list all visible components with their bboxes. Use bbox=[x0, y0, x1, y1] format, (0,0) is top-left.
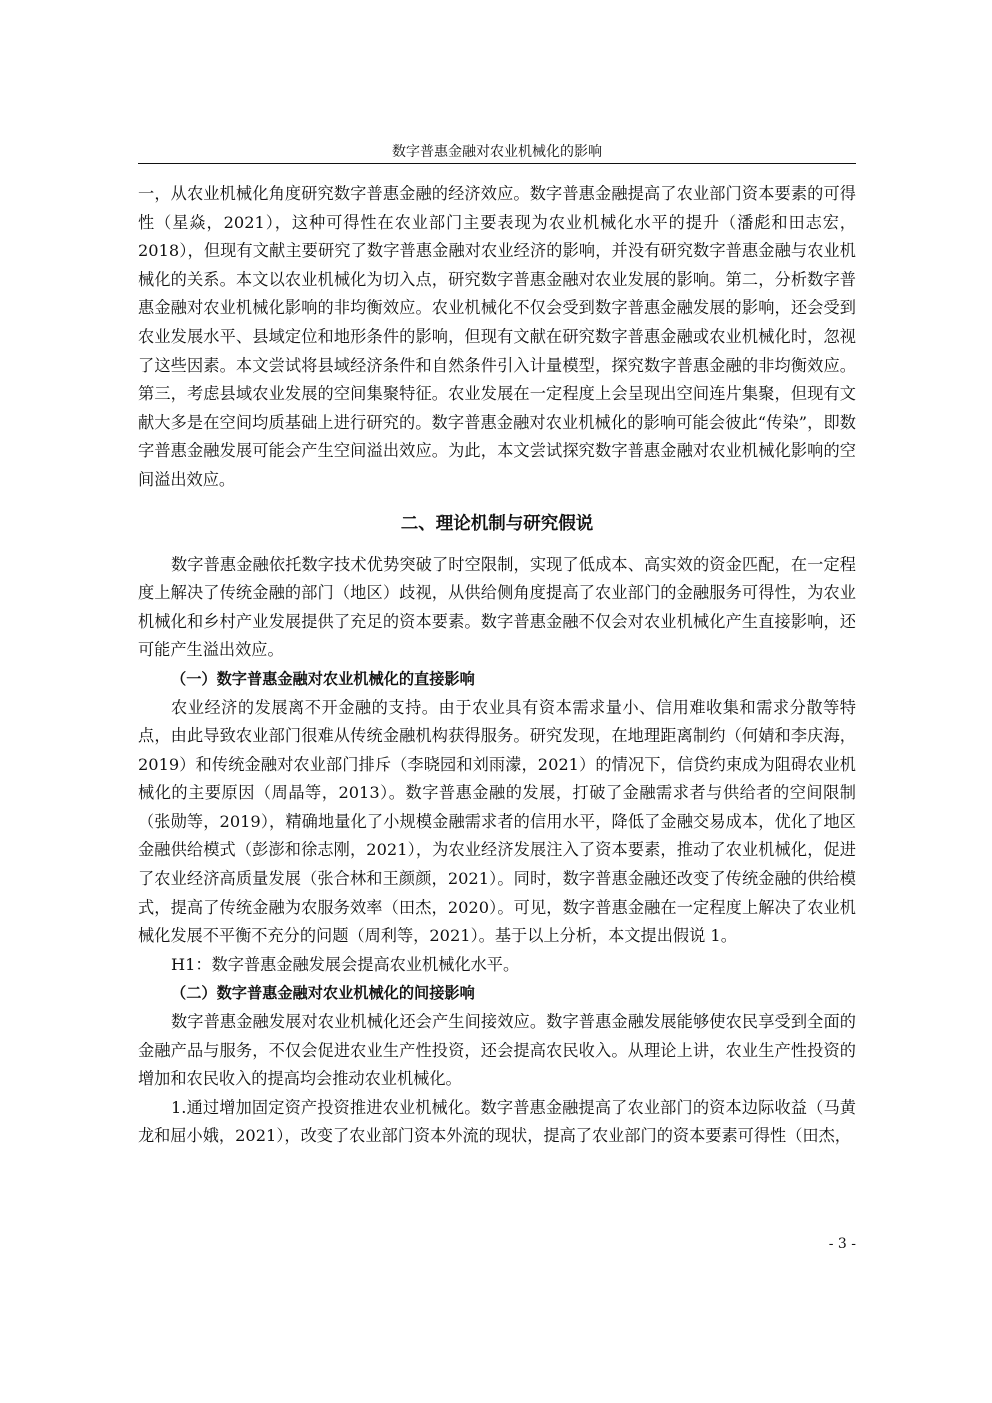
page-body bbox=[138, 180, 856, 1151]
running-header: 数字普惠金融对农业机械化的影响 bbox=[392, 144, 602, 160]
header-divider bbox=[138, 163, 856, 164]
body-paragraph: 数字普惠金融依托数字技术优势突破了时空限制，实现了低成本、高实效的资金匹配，在一定程度上解决了传统金融的部门（地区）歧视，从供给侧角度提高了农业部门的金融服务可得性，为农业机械化和乡村产业发展提供了充足的资本要素。数字普惠金融不仅会对农业机械化产生直接影响，还可能产生溢出效应。 bbox=[138, 554, 856, 660]
subsection-heading: （二）数字普惠金融对农业机械化的间接影响 bbox=[171, 984, 475, 1003]
subsection-heading: （一）数字普惠金融对农业机械化的直接影响 bbox=[171, 669, 475, 688]
section-heading: 二、理论机制与研究假说 bbox=[400, 513, 594, 534]
body-paragraph: 数字普惠金融发展对农业机械化还会产生间接效应。数字普惠金融发展能够使农民享受到全面的金融产品与服务，不仅会促进农业生产性投资，还会提高农民收入。从理论上讲，农业生产性投资的增加和农民收入的提高均会推动农业机械化。 bbox=[138, 1012, 856, 1089]
body-paragraph: 一，从农业机械化角度研究数字普惠金融的经济效应。数字普惠金融提高了农业部门资本要素的可得性（星焱，2021），这种可得性在农业部门主要表现为农业机械化水平的提升（潘彪和田志宏，2018），但现有文献主要研究了数字普惠金融对农业经济的影响，并没有研究数字普惠金融与农业机械化的关系。本文以农业机械化为切入点，研究数字普惠金融对农业发展的影响。第二，分析数字普惠金融对农业机械化影响的非均衡效应。农业机械化不仅会受到数字普惠金融发展的影响，还会受到农业发展水平、县域定位和地形条件的影响，但现有文献在研究数字普惠金融或农业机械化时，忽视了这些因素。本文尝试将县域经济条件和自然条件引入计量模型，探究数字普惠金融的非均衡效应。第三，考虑县域农业发展的空间集聚特征。农业发展在一定程度上会呈现出空间连片集聚，但现有文献大多是在空间均质基础上进行研究的。数字普惠金融对农业机械化的影响可能会彼此“传染”，即数字普惠金融发展可能会产生空间溢出效应。为此，本文尝试探究数字普惠金融对农业机械化影响的空间溢出效应。 bbox=[138, 184, 856, 489]
page-number: - 3 - bbox=[828, 1236, 856, 1252]
body-paragraph: 1.通过增加固定资产投资推进农业机械化。数字普惠金融提高了农业部门的资本边际收益（马黄龙和屈小娥，2021），改变了农业部门资本外流的现状，提高了农业部门的资本要素可得性（田杰， bbox=[138, 1097, 856, 1146]
hypothesis: H1：数字普惠金融发展会提高农业机械化水平。 bbox=[171, 954, 520, 974]
body-paragraph: 农业经济的发展离不开金融的支持。由于农业具有资本需求量小、信用难收集和需求分散等特点，由此导致农业部门很难从传统金融机构获得服务。研究发现，在地理距离制约（何婧和李庆海，2019）和传统金融对农业部门排斥（李晓园和刘雨濛，2021）的情况下，信贷约束成为阻碍农业机械化的主要原因（周晶等，2013）。数字普惠金融的发展，打破了金融需求者与供给者的空间限制（张勋等，2019），精确地量化了小规模金融需求者的信用水平，降低了金融交易成本，优化了地区金融供给模式（彭澎和徐志刚，2021），为农业经济发展注入了资本要素，推动了农业机械化，促进了农业经济高质量发展（张合林和王颜颜，2021）。同时，数字普惠金融还改变了传统金融的供给模式，提高了传统金融为农服务效率（田杰，2020）。可见，数字普惠金融在一定程度上解决了农业机械化发展不平衡不充分的问题（周利等，2021）。基于以上分析，本文提出假说 1。 bbox=[138, 697, 856, 946]
